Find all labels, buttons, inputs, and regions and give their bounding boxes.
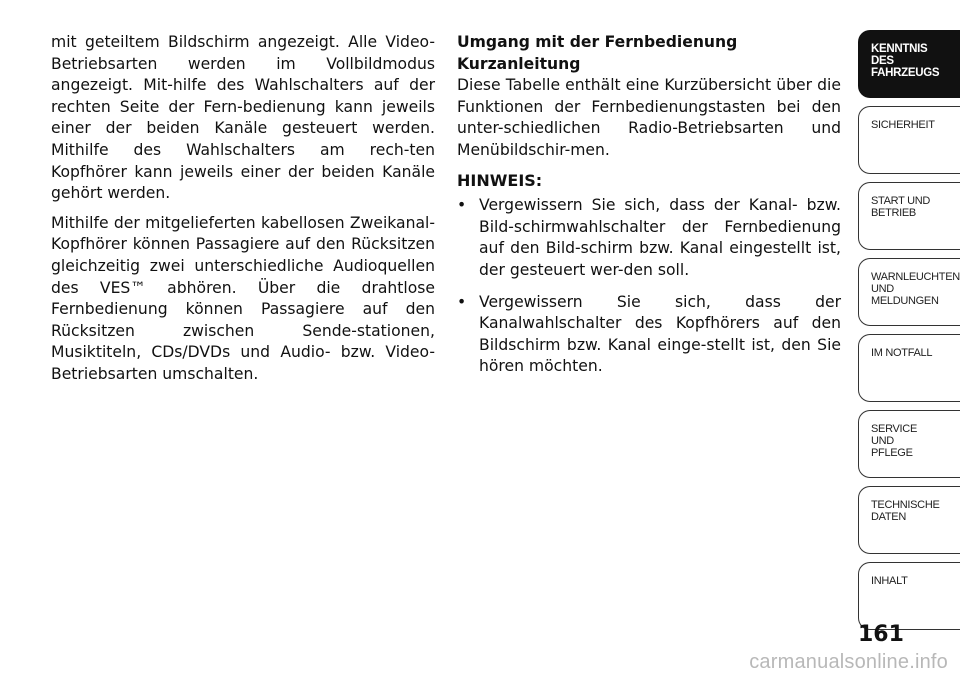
note-item	[457, 292, 841, 378]
tab-start-und-betrieb[interactable]	[858, 182, 960, 250]
chapter-tabs	[858, 30, 960, 638]
tab-label: IM NOTFALL	[871, 347, 933, 359]
watermark: carmanualsonline.info	[749, 651, 948, 673]
tab-label: SERVICE UND PFLEGE	[871, 423, 917, 459]
tab-label: TECHNISCHE DATEN	[871, 499, 940, 523]
right-column	[457, 32, 841, 388]
intro-paragraph: Diese Tabelle enthält eine Kurzübersicht über die Funktionen der Fernbedienungstasten bei den unter-schiedlichen Radio-Betriebsarten und Menübildschir-men.	[457, 76, 841, 159]
left-paragraph-2: Mithilfe der mitgelieferten kabellosen Zweikanal-Kopfhörer können Passagiere auf den Rücksitzen gleichzeitig zwei unterschiedliche Audioquellen des VES™ abhören. Über die drahtlose Fernbedienung können Passagiere auf den Rücksitzen zwischen Sende-stationen, Musiktiteln, CDs/DVDs und Audio- bzw. Video-Betriebsarten umschalten.	[51, 213, 435, 383]
tab-label: START UND BETRIEB	[871, 195, 931, 219]
page-number: 161	[858, 622, 904, 647]
note-item-text: Vergewissern Sie sich, dass der Kanalwahlschalter des Kopfhörers auf den Bildschirm bzw. Kanal einge-stellt ist, den Sie hören möchten.	[479, 292, 841, 376]
tab-im-notfall[interactable]	[858, 334, 960, 402]
section-heading-line-2: Kurzanleitung	[457, 54, 581, 73]
section-heading-line-1: Umgang mit der Fernbedienung	[457, 33, 738, 51]
tab-kenntnis-des-fahrzeugs[interactable]	[858, 30, 960, 98]
note-item-text: Vergewissern Sie sich, dass der Kanal- bzw. Bild-schirmwahlschalter der Fernbedienung auf den Bild-schirm bzw. Kanal eingestellt ist, der gesteuert wer-den soll.	[479, 196, 841, 279]
tab-service-und-pflege[interactable]	[858, 410, 960, 478]
note-list	[457, 195, 841, 378]
tab-technische-daten[interactable]	[858, 486, 960, 554]
tab-inhalt[interactable]	[858, 562, 960, 630]
tab-sicherheit[interactable]	[858, 106, 960, 174]
note-item	[457, 195, 841, 281]
tab-warnleuchten-und-meldungen[interactable]	[858, 258, 960, 326]
bullet-symbol: •	[457, 292, 467, 311]
tab-label: SICHERHEIT	[871, 119, 935, 131]
left-paragraph-1: mit geteiltem Bildschirm angezeigt. Alle Video-Betriebsarten werden im Vollbildmodus angezeigt. Mit-hilfe des Wahlschalters auf der rechten Seite der Fern-bedienung kann jeweils einer der beiden Kanäle gesteuert werden. Mithilfe des Wahlschalters am rech-ten Kopfhörer kann jeweils einer der beiden Kanäle gehört werden.	[51, 33, 435, 203]
bullet-symbol: •	[457, 196, 467, 215]
tab-label: WARNLEUCHTEN UND MELDUNGEN	[871, 271, 960, 307]
tab-label: INHALT	[871, 575, 908, 587]
left-column	[51, 32, 435, 394]
tab-label: KENNTNIS DES FAHRZEUGS	[871, 43, 940, 79]
note-label: HINWEIS:	[457, 170, 543, 190]
